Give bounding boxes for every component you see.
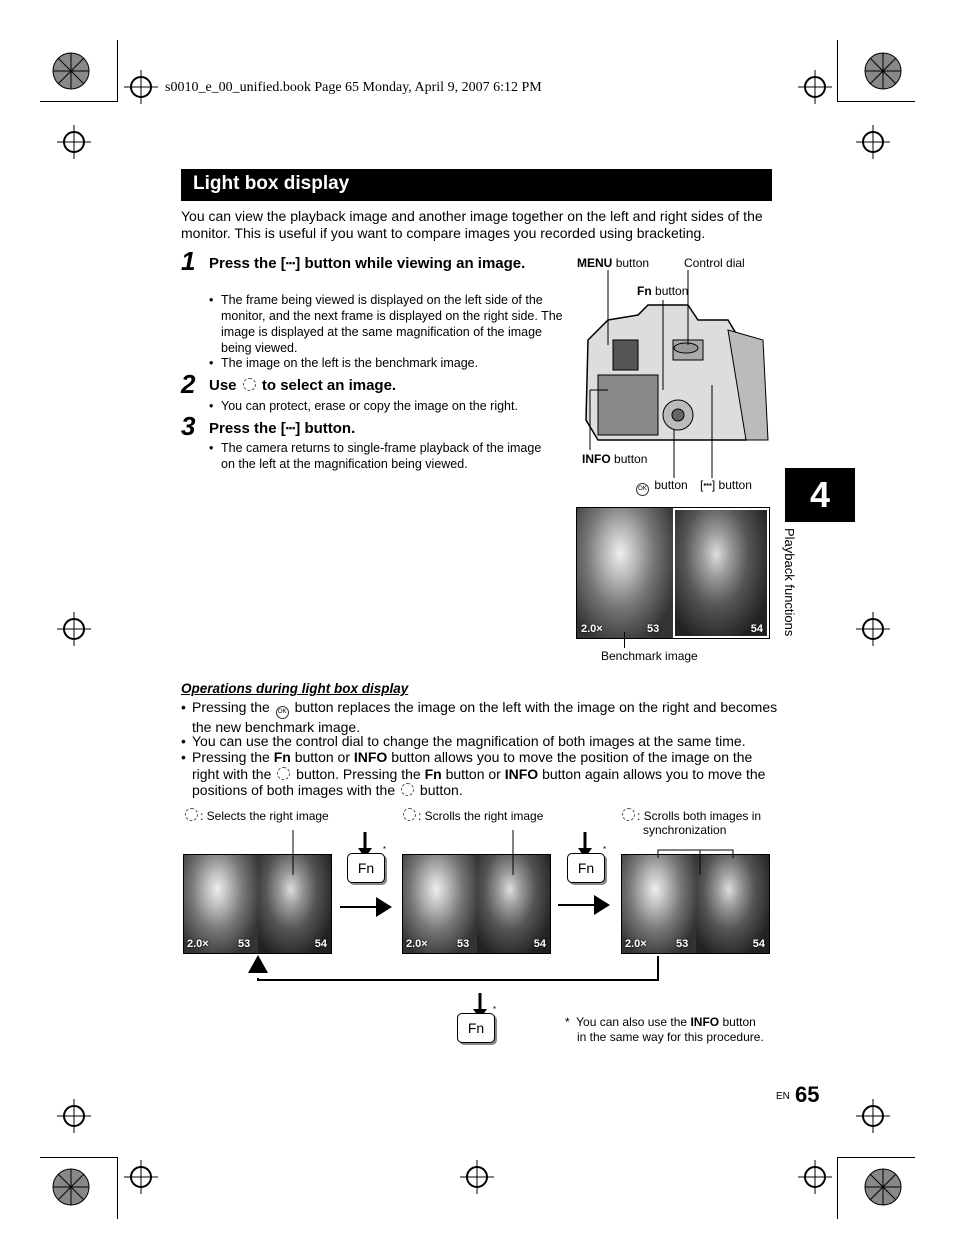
- zoom-readout: 2.0×: [581, 623, 603, 635]
- step-number: 3: [181, 411, 196, 441]
- frame-number: 53: [647, 623, 660, 635]
- list-item: • The frame being viewed is displayed on the left side of the monitor, and the next frame is displayed on the right side. The image is displayed at the same magnification of the image being viewed.: [209, 292, 571, 356]
- page-number: 65: [795, 1082, 820, 1107]
- step-number: 1: [181, 246, 196, 276]
- arrow-pad-icon: [185, 808, 198, 821]
- step-title: Press the [▪▪▪] button while viewing an image.: [209, 255, 526, 272]
- list-item: • The camera returns to single-frame playback of the image on the left at the magnification being viewed.: [209, 440, 551, 472]
- menu-button-label: MENU button: [577, 256, 650, 270]
- step-title: Use to select an image.: [209, 377, 397, 394]
- compare-photo: [673, 508, 769, 638]
- arrow-pad-icon: [401, 783, 414, 796]
- file-header: s0010_e_00_unified.book Page 65 Monday, April 9, 2007 6:12 PM: [165, 80, 542, 95]
- crosshair-icon: [798, 1160, 832, 1194]
- flow-screen-1: 2.0× 53 54: [183, 854, 332, 954]
- crop-mark: [837, 1157, 915, 1158]
- arrow-pad-icon: [277, 767, 290, 780]
- crosshair-icon: [57, 1099, 91, 1133]
- flow-caption: synchronization: [643, 823, 727, 837]
- page-title: Light box display: [193, 173, 350, 194]
- lightbox-icon: ▪▪▪: [703, 480, 712, 489]
- flow-screen-2: 2.0× 53 54: [402, 854, 551, 954]
- fn-button: Fn: [457, 1013, 495, 1043]
- flow-caption: : Scrolls both images in: [620, 808, 761, 823]
- frame-number: 54: [750, 623, 763, 635]
- registration-wheel-icon: [863, 51, 903, 91]
- lightbox-icon: ▪▪▪: [285, 258, 296, 268]
- crosshair-icon: [57, 612, 91, 646]
- registration-wheel-icon: [51, 1167, 91, 1207]
- control-dial-label: Control dial: [684, 256, 745, 270]
- crosshair-icon: [798, 70, 832, 104]
- registration-wheel-icon: [51, 51, 91, 91]
- registration-wheel-icon: [863, 1167, 903, 1207]
- fn-button-label: Fn button: [637, 284, 689, 298]
- crosshair-icon: [124, 1160, 158, 1194]
- list-item: • You can protect, erase or copy the image on the right.: [209, 398, 571, 414]
- list-item: • You can use the control dial to change the magnification of both images at the same time.: [181, 733, 782, 750]
- step-title: Press the [▪▪▪] button.: [209, 420, 356, 437]
- crop-mark: [837, 1157, 838, 1219]
- fn-button: Fn: [347, 853, 385, 883]
- arrow-pad-icon: [403, 808, 416, 821]
- intro-paragraph: You can view the playback image and another image together on the left and right sides of the monitor. This is useful if you want to compare images you recorded using bracketing.: [181, 208, 763, 241]
- arrow-pad-icon: [243, 378, 256, 391]
- section-title-bar: [181, 169, 772, 201]
- footnote: * You can also use the INFO button: [565, 1015, 756, 1029]
- lightbox-icon: ▪▪▪: [285, 423, 296, 433]
- list-item: • The image on the left is the benchmark image.: [209, 355, 571, 371]
- list-item: • Pressing the Fn button or INFO button allows you to move the position of the image on the right with the button. Pressing the Fn button or INFO button again allows you to move the positions of both images with the button.: [181, 749, 782, 799]
- ops-heading: Operations during light box display: [181, 681, 409, 696]
- ok-button-label: OK button: [634, 478, 688, 496]
- lightbox-button-label: [▪▪▪] button: [700, 478, 752, 492]
- ok-icon: OK: [276, 706, 289, 719]
- list-item: • Pressing the OK button replaces the image on the left with the image on the right and becomes the new benchmark image.: [181, 699, 782, 736]
- crosshair-icon: [124, 70, 158, 104]
- crop-mark: [40, 1157, 118, 1158]
- footnote: in the same way for this procedure.: [577, 1030, 764, 1044]
- crosshair-icon: [57, 125, 91, 159]
- crop-mark: [40, 101, 118, 102]
- crosshair-icon: [856, 612, 890, 646]
- chapter-tab: 4: [785, 468, 855, 522]
- chapter-label: Playback functions: [782, 528, 797, 637]
- flow-caption: : Selects the right image: [183, 808, 329, 823]
- language-code: EN: [776, 1091, 790, 1102]
- crosshair-icon: [856, 125, 890, 159]
- crosshair-icon: [460, 1160, 494, 1194]
- benchmark-caption: Benchmark image: [601, 649, 698, 663]
- crop-mark: [837, 40, 838, 102]
- flow-screen-3: 2.0× 53 54: [621, 854, 770, 954]
- info-button-label: INFO button: [582, 452, 648, 466]
- fn-button: Fn: [567, 853, 605, 883]
- crop-mark: [117, 40, 118, 102]
- ok-icon: OK: [636, 483, 649, 496]
- lightbox-screen: [576, 507, 770, 639]
- callout-line: [624, 632, 625, 648]
- crop-mark: [837, 101, 915, 102]
- arrow-pad-icon: [622, 808, 635, 821]
- crosshair-icon: [856, 1099, 890, 1133]
- flow-arrows: [180, 830, 780, 990]
- crop-mark: [117, 1157, 118, 1219]
- step-number: 2: [181, 369, 196, 399]
- benchmark-photo: [577, 508, 673, 638]
- flow-caption: : Scrolls the right image: [401, 808, 543, 823]
